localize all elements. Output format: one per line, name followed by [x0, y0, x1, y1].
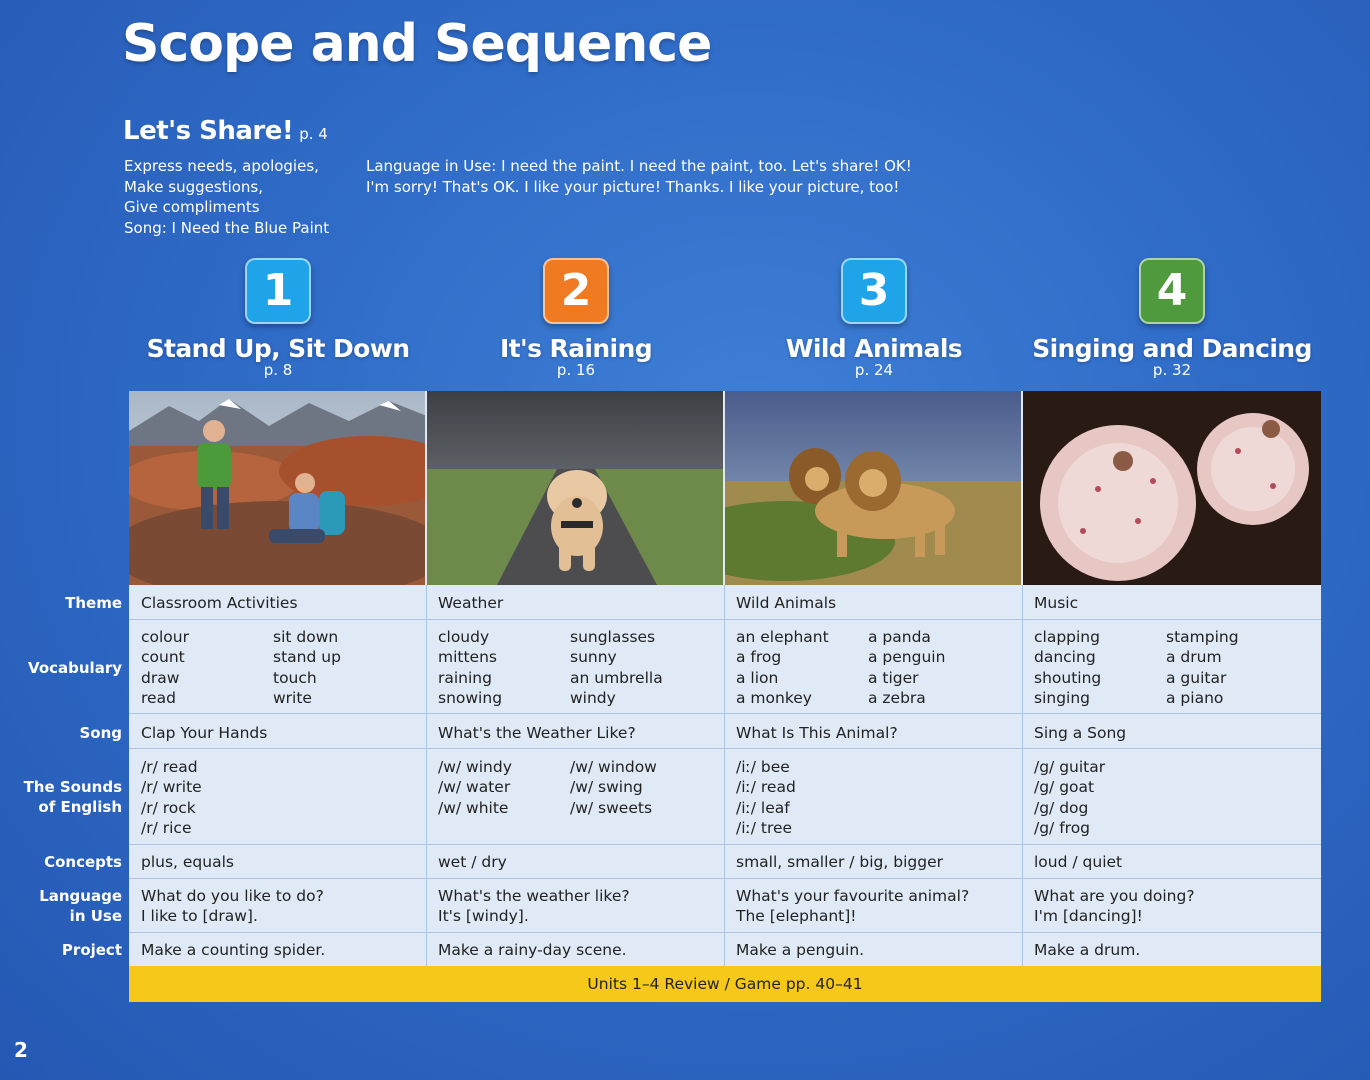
project-cell: Make a drum.: [1034, 941, 1141, 959]
vocab-item: raining: [438, 668, 492, 687]
language-line: What's the weather like?: [438, 887, 630, 905]
vocab-item: a piano: [1166, 688, 1224, 707]
vocab-item: sunglasses: [570, 628, 656, 646]
lions-photo: [725, 391, 1023, 585]
vocab-item: a lion: [736, 668, 779, 687]
vocab-list: [1034, 627, 1101, 708]
vocab-item: a monkey: [736, 688, 812, 707]
language-cell: [438, 886, 630, 927]
sound-item: /g/ goat: [1034, 778, 1095, 797]
sound-item: /r/ write: [141, 778, 202, 797]
sound-item: /iː/ tree: [736, 818, 793, 837]
vocab-item: a drum: [1166, 648, 1222, 667]
lets-share-page: p. 4: [299, 125, 328, 143]
unit-1-page: p. 8: [263, 361, 293, 379]
row-label-project: Project: [61, 941, 122, 959]
row-label-line: Language: [39, 887, 122, 905]
vocab-item: cloudy: [438, 628, 490, 646]
sound-item: /r/ rock: [141, 798, 196, 817]
vocab-item: read: [141, 688, 176, 707]
vocab-item: a guitar: [1166, 668, 1227, 687]
vocab-list: [141, 627, 189, 708]
vocab-item: draw: [141, 668, 180, 687]
vocab-list: [570, 627, 663, 708]
unit-1-header: [129, 258, 427, 379]
language-cell: [736, 886, 969, 927]
vocab-item: touch: [273, 668, 317, 687]
unit-2-header: [427, 258, 725, 379]
unit-1-badge: 1: [245, 258, 311, 324]
language-line: I like to [draw].: [141, 907, 258, 926]
vocab-item: shouting: [1034, 668, 1102, 687]
sound-item: /g/ dog: [1034, 798, 1089, 817]
vocab-item: colour: [141, 628, 189, 646]
unit-photos: [129, 391, 1321, 585]
unit-1-title: Stand Up, Sit Down: [146, 334, 410, 363]
project-cell: Make a rainy-day scene.: [438, 941, 627, 959]
unit-4-badge: 4: [1139, 258, 1205, 324]
goal-line: Song: I Need the Blue Paint: [124, 218, 330, 237]
vocab-item: sunny: [570, 648, 617, 667]
row-label-language: [39, 886, 122, 926]
sounds-list: [1034, 757, 1105, 838]
lets-share-title: Let's Share!: [123, 116, 294, 146]
sounds-list: [438, 757, 512, 818]
unit-2-page: p. 16: [556, 361, 596, 379]
sounds-list: [736, 757, 796, 838]
language-cell: [1034, 886, 1195, 927]
vocab-item: count: [141, 648, 185, 667]
row-label-song: Song: [79, 724, 122, 742]
vocab-item: singing: [1034, 688, 1091, 707]
dancers-photo: [1023, 391, 1321, 585]
unit-3-title: Wild Animals: [785, 334, 963, 363]
unit-3-page: p. 24: [854, 361, 894, 379]
lets-share-heading: [123, 116, 328, 146]
sound-item: /w/ sweets: [570, 798, 653, 817]
vocab-item: an umbrella: [570, 668, 663, 687]
sound-item: /r/ rice: [141, 818, 192, 837]
sound-item: /iː/ leaf: [736, 798, 790, 817]
page-number: 2: [14, 1038, 28, 1062]
row-divider: [129, 878, 1321, 879]
column-divider: [724, 585, 725, 966]
column-divider: [426, 585, 427, 966]
review-banner: Units 1–4 Review / Game pp. 40–41: [129, 966, 1321, 1002]
language-line: Language in Use: I need the paint. I need the paint, too. Let's share! OK!: [366, 157, 912, 175]
vocab-item: a frog: [736, 648, 782, 667]
sound-item: /w/ window: [570, 758, 657, 776]
sound-item: /w/ windy: [438, 758, 512, 776]
row-divider: [129, 844, 1321, 845]
row-divider: [129, 932, 1321, 933]
row-label-line: in Use: [69, 907, 122, 925]
theme-cell: Classroom Activities: [141, 594, 298, 612]
vocab-item: a tiger: [868, 668, 919, 687]
concepts-cell: small, smaller / big, bigger: [736, 853, 943, 871]
language-line: What's your favourite animal?: [736, 887, 970, 905]
row-label-theme: Theme: [65, 594, 122, 612]
rainy-dog-photo: [427, 391, 725, 585]
lets-share-language: [366, 156, 912, 197]
theme-cell: Weather: [438, 594, 504, 612]
language-cell: [141, 886, 324, 927]
row-label-vocabulary: Vocabulary: [28, 659, 122, 677]
sound-item: /iː/ bee: [736, 758, 790, 776]
vocab-item: sit down: [273, 628, 339, 646]
language-line: What are you doing?: [1034, 887, 1195, 905]
vocab-item: dancing: [1034, 648, 1096, 667]
unit-4-title: Singing and Dancing: [1032, 334, 1312, 363]
sound-item: /r/ read: [141, 758, 198, 776]
vocab-item: stand up: [273, 648, 341, 667]
vocab-item: stamping: [1166, 628, 1239, 646]
theme-cell: Music: [1034, 594, 1079, 612]
row-label-concepts: Concepts: [44, 853, 122, 871]
vocab-item: a zebra: [868, 688, 926, 707]
concepts-cell: loud / quiet: [1034, 853, 1123, 871]
concepts-cell: plus, equals: [141, 853, 234, 871]
unit-4-page: p. 32: [1152, 361, 1192, 379]
vocab-item: windy: [570, 688, 616, 707]
vocab-list: [868, 627, 945, 708]
language-line: What do you like to do?: [141, 887, 324, 905]
vocab-item: an elephant: [736, 628, 829, 646]
unit-4-header: [1023, 258, 1321, 379]
sounds-list: [570, 757, 657, 818]
sound-item: /iː/ read: [736, 778, 796, 797]
project-cell: Make a counting spider.: [141, 941, 326, 959]
vocab-list: [273, 627, 341, 708]
sounds-list: [141, 757, 202, 838]
page-title: Scope and Sequence: [122, 14, 712, 74]
vocab-list: [736, 627, 829, 708]
unit-2-badge: 2: [543, 258, 609, 324]
unit-2-title: It's Raining: [499, 334, 653, 363]
lets-share-goals: [124, 156, 329, 238]
sound-item: /w/ water: [438, 778, 511, 797]
goal-line: Express needs, apologies,: [124, 157, 319, 175]
song-cell: What Is This Animal?: [736, 724, 898, 742]
language-line: The [elephant]!: [736, 907, 857, 926]
sound-item: /w/ swing: [570, 778, 643, 797]
language-line: I'm sorry! That's OK. I like your picture! Thanks. I like your picture, too!: [366, 177, 900, 196]
row-divider: [129, 748, 1321, 749]
sound-item: /g/ frog: [1034, 818, 1091, 837]
vocab-item: snowing: [438, 688, 503, 707]
unit-3-badge: 3: [841, 258, 907, 324]
row-divider: [129, 713, 1321, 714]
vocab-list: [1166, 627, 1239, 708]
row-label-sounds: [24, 777, 122, 817]
row-label-line: of English: [38, 798, 122, 816]
theme-cell: Wild Animals: [736, 594, 837, 612]
sound-item: /g/ guitar: [1034, 758, 1106, 776]
hiking-photo: [129, 391, 427, 585]
project-cell: Make a penguin.: [736, 941, 865, 959]
song-cell: What's the Weather Like?: [438, 724, 636, 742]
goal-line: Make suggestions,: [124, 177, 264, 196]
goal-line: Give compliments: [124, 198, 260, 216]
vocab-item: clapping: [1034, 628, 1100, 646]
sound-item: /w/ white: [438, 798, 509, 817]
song-cell: Clap Your Hands: [141, 724, 268, 742]
vocab-item: mittens: [438, 648, 497, 667]
row-label-line: The Sounds: [23, 778, 122, 796]
unit-3-header: [725, 258, 1023, 379]
concepts-cell: wet / dry: [438, 853, 507, 871]
song-cell: Sing a Song: [1034, 724, 1127, 742]
column-divider: [1022, 585, 1023, 966]
language-line: It's [windy].: [438, 907, 529, 926]
language-line: I'm [dancing]!: [1034, 907, 1143, 926]
row-divider: [129, 619, 1321, 620]
vocab-list: [438, 627, 502, 708]
vocab-item: a panda: [868, 628, 931, 646]
vocab-item: write: [273, 688, 312, 707]
vocab-item: a penguin: [868, 648, 946, 667]
